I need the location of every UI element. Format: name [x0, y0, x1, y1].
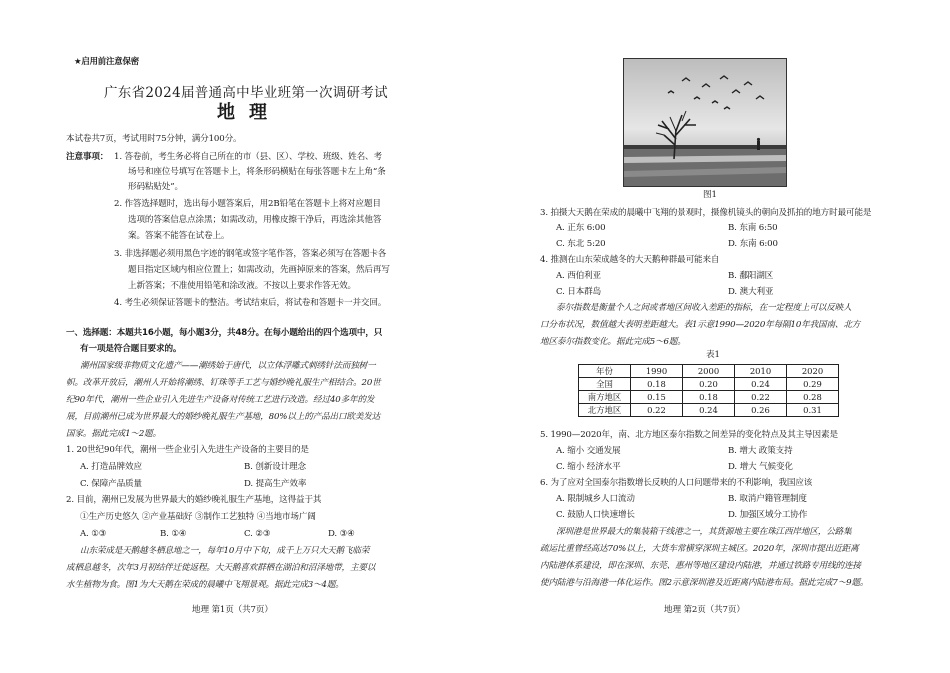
passage-line: 纪90年代，潮州一些企业引入先进生产设备对传统工艺进行改造。经过40多年的发 [66, 395, 375, 405]
table-row [579, 391, 839, 404]
option: A. 正东 6:00 [556, 223, 606, 233]
table-header-cell: 1990 [631, 365, 683, 378]
table-cell: 南方地区 [579, 391, 631, 404]
table-header-row [579, 365, 839, 378]
table-cell: 全国 [579, 378, 631, 391]
table-cell: 0.18 [683, 391, 735, 404]
passage-line: 帜。改革开放后，潮州人开始将潮绣、钉珠等手工艺与婚纱晚礼服生产相结合。20世 [66, 378, 381, 388]
note-line: 选项的答案信息点涂黑；如需改动，用橡皮擦干净后，再选涂其他答 [128, 215, 382, 225]
figure-1-caption: 图1 [703, 190, 717, 200]
passage-line: 口分布状况，数值越大表明差距越大。表1示意1990—2020年每隔10年我国南、北方 [540, 320, 861, 330]
table-cell: 0.28 [787, 391, 839, 404]
question-2-stem: 2. 目前，潮州已发展为世界最大的婚纱晚礼服生产基地，这得益于其 [66, 495, 322, 505]
table-row [579, 404, 839, 417]
passage-line: 潮州国家级非物质文化遗产——潮绣始于唐代，以立体浮雕式刺绣针法而独树一 [80, 361, 376, 371]
option: C. 东北 5:20 [556, 239, 606, 249]
table-row [579, 378, 839, 391]
option: C. 日本群岛 [556, 287, 602, 297]
table-header-cell: 2000 [683, 365, 735, 378]
passage-line: 内陆港体系建设，即在深圳、东莞、惠州等地区建设内陆港，并通过铁路专用线的连接 [540, 561, 861, 571]
option: B. 增大 政策支持 [728, 446, 793, 456]
option: D. 提高生产效率 [244, 479, 307, 489]
question-4-stem: 4. 推测在山东荣成越冬的大天鹅种群最可能来自 [540, 255, 720, 265]
question-3-stem: 3. 拍摄大天鹅在荣成的晨曦中飞翔的景观时，摄像机镜头的朝向及抓拍的地方时最可能是 [540, 208, 872, 218]
passage-line: 成栖息越冬，次年3月初结伴迁徙返程。大天鹅喜欢群栖在湖泊和沼泽地带，主要以 [66, 563, 376, 573]
passage-line: 深圳港是世界最大的集装箱干线港之一，其货源地主要在珠江西岸地区，公路集 [556, 527, 852, 537]
note-line: 案。答案不能答在试卷上。 [128, 231, 230, 241]
note-line: 场号和座位号填写在答题卡上，将条形码横贴在每张答题卡左上角“条 [128, 167, 386, 177]
option: C. 缩小 经济水平 [556, 462, 621, 472]
note-line: 题目指定区域内相应位置上；如需改动，先画掉原来的答案，然后再写 [128, 265, 390, 275]
option: B. 取消户籍管理制度 [728, 494, 807, 504]
question-5-stem: 5. 1990—2020年，南、北方地区泰尔指数之间差异的变化特点及其主导因素是 [540, 430, 838, 440]
table-cell: 0.22 [735, 391, 787, 404]
passage-line: 疏运比重曾经高达70%以上，大货车常横穿深圳主城区。2020年，深圳市提出近距离 [540, 544, 859, 554]
question-1-stem: 1. 20世纪90年代，潮州一些企业引入先进生产设备的主要目的是 [66, 445, 309, 455]
table-cell: 0.15 [631, 391, 683, 404]
exam-info: 本试卷共7页，考试用时75分钟，满分100分。 [66, 134, 242, 144]
option: C. ②③ [244, 529, 271, 539]
option: D. ③④ [328, 529, 355, 539]
option: C. 鼓励人口快速增长 [556, 510, 635, 520]
table-cell: 0.29 [787, 378, 839, 391]
note-line: 3. 非选择题必须用黑色字迹的钢笔或签字笔作答，答案必须写在答题卡各 [114, 249, 387, 259]
option: D. 加强区域分工协作 [728, 510, 808, 520]
passage-line: 水生植物为食。图1为大天鹅在荣成的晨曦中飞翔景观。据此完成3～4题。 [66, 580, 344, 590]
option: D. 澳大利亚 [728, 287, 774, 297]
question-2-factors: ①生产历史悠久 ②产业基础好 ③制作工艺独特 ④当地市场广阔 [80, 512, 316, 522]
option: A. 打造品牌效应 [80, 462, 142, 472]
table-header-cell: 2010 [735, 365, 787, 378]
swans-at-dawn-image [624, 59, 786, 186]
notes-label: 注意事项： [66, 152, 109, 162]
table-1-caption: 表1 [706, 350, 720, 360]
passage-line: 展，目前潮州已成为世界最大的婚纱晚礼服生产基地，80%以上的产品出口欧美发达 [66, 412, 381, 422]
table-cell: 0.20 [683, 378, 735, 391]
table-cell: 0.31 [787, 404, 839, 417]
note-line: 形码粘贴处”。 [128, 182, 183, 192]
confidential-mark: ★启用前注意保密 [74, 56, 139, 66]
question-6-stem: 6. 为了应对全国泰尔指数增长反映的人口问题带来的不利影响，我国应该 [540, 478, 813, 488]
passage-line: 国家。据此完成1～2题。 [66, 429, 162, 439]
section-heading: 有一项是符合题目要求的。 [80, 344, 182, 354]
option: A. 西伯利亚 [556, 271, 601, 281]
page-footer: 地理 第1页（共7页） [192, 605, 273, 615]
note-line: 2. 作答选择题时，选出每小题答案后，用2B铅笔在答题卡上将对应题目 [114, 199, 381, 209]
option: D. 东南 6:00 [728, 239, 778, 249]
option: D. 增大 气候变化 [728, 462, 793, 472]
table-cell: 0.24 [735, 378, 787, 391]
exam-title: 广东省2024届普通高中毕业班第一次调研考试 [104, 85, 388, 101]
figure-1-photo [623, 58, 787, 187]
table-cell: 0.24 [683, 404, 735, 417]
table-1 [578, 364, 839, 417]
table-header-cell: 年份 [579, 365, 631, 378]
option: B. 鄱阳湖区 [728, 271, 774, 281]
table-cell: 北方地区 [579, 404, 631, 417]
note-line: 上新答案；不准使用铅笔和涂改液。不按以上要求作答无效。 [128, 281, 356, 291]
option: A. 缩小 交通发展 [556, 446, 621, 456]
passage-line: 使内陆港与沿海港一体化运作。图2示意深圳港及近距离内陆港布局。据此完成7～9题。 [540, 578, 869, 588]
option: B. 东南 6:50 [728, 223, 778, 233]
passage-line: 地区泰尔指数变化。据此完成5～6题。 [540, 337, 686, 347]
note-line: 4. 考生必须保证答题卡的整洁。考试结束后，将试卷和答题卡一并交回。 [114, 298, 387, 308]
table-cell: 0.26 [735, 404, 787, 417]
option: A. ①③ [80, 529, 107, 539]
subject-title: 地理 [217, 102, 281, 123]
option: B. ①④ [160, 529, 187, 539]
table-header-cell: 2020 [787, 365, 839, 378]
option: A. 限制城乡人口流动 [556, 494, 635, 504]
page-footer: 地理 第2页（共7页） [664, 605, 745, 615]
passage-line: 山东荣成是天鹅越冬栖息地之一，每年10月中下旬，成千上万只大天鹅飞临荣 [80, 546, 370, 556]
table-cell: 0.18 [631, 378, 683, 391]
option: B. 创新设计理念 [244, 462, 306, 472]
option: C. 保障产品质量 [80, 479, 142, 489]
note-line: 1. 答卷前，考生务必将自己所在的市（县、区）、学校、班级、姓名、考 [114, 152, 382, 162]
table-cell: 0.22 [631, 404, 683, 417]
passage-line: 泰尔指数是衡量个人之间或者地区间收入差距的指标，在一定程度上可以反映人 [556, 303, 852, 313]
section-heading: 一、选择题：本题共16小题，每小题3分，共48分。在每小题给出的四个选项中，只 [66, 328, 383, 338]
